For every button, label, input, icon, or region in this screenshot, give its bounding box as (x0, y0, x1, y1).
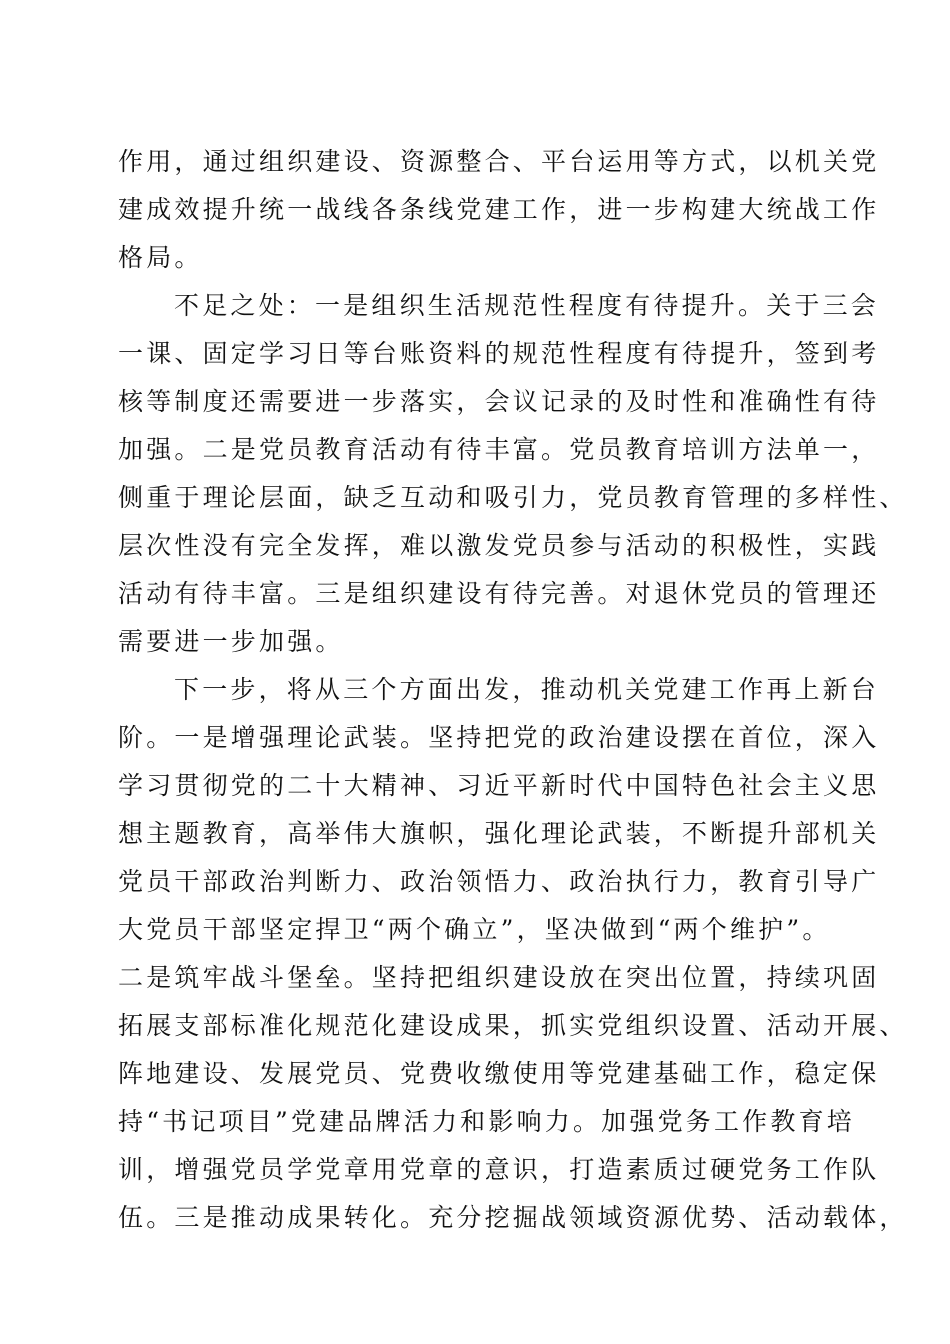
text-line: 大党员干部坚定捍卫“两个确立”，坚决做到“两个维护”。 (118, 915, 831, 944)
text-line: 学习贯彻党的二十大精神、习近平新时代中国特色社会主义思 (118, 771, 880, 800)
text-line: 格局。 (118, 243, 203, 272)
text-line: 建成效提升统一战线各条线党建工作，进一步构建大统战工作 (118, 195, 880, 224)
text-line: 层次性没有完全发挥，难以激发党员参与活动的积极性，实践 (118, 531, 880, 560)
text-line: 加强。二是党员教育活动有待丰富。党员教育培训方法单一， (118, 435, 880, 464)
text-line: 核等制度还需要进一步落实，会议记录的及时性和准确性有待 (118, 387, 880, 416)
document-body (118, 138, 908, 1242)
text-line: 二是筑牢战斗堡垒。坚持把组织建设放在突出位置，持续巩固 (118, 963, 880, 992)
paragraph-start-line: 不足之处：一是组织生活规范性程度有待提升。关于三会 (174, 291, 880, 320)
text-line: 训，增强党员学党章用党章的意识，打造素质过硬党务工作队 (118, 1155, 880, 1184)
text-line: 活动有待丰富。三是组织建设有待完善。对退休党员的管理还 (118, 579, 880, 608)
text-line: 党员干部政治判断力、政治领悟力、政治执行力，教育引导广 (118, 867, 880, 896)
text-line: 一课、固定学习日等台账资料的规范性程度有待提升，签到考 (118, 339, 880, 368)
text-line: 持“书记项目”党建品牌活力和影响力。加强党务工作教育培 (118, 1107, 855, 1136)
text-line: 伍。三是推动成果转化。充分挖掘战领域资源优势、活动载体， (118, 1203, 908, 1232)
text-line: 阶。一是增强理论武装。坚持把党的政治建设摆在首位，深入 (118, 723, 880, 752)
text-line: 拓展支部标准化规范化建设成果，抓实党组织设置、活动开展、 (118, 1011, 908, 1040)
text-line: 作用，通过组织建设、资源整合、平台运用等方式，以机关党 (118, 147, 880, 176)
paragraph-start-line: 下一步，将从三个方面出发，推动机关党建工作再上新台 (174, 675, 880, 704)
text-line: 阵地建设、发展党员、党费收缴使用等党建基础工作，稳定保 (118, 1059, 880, 1088)
text-line: 想主题教育，高举伟大旗帜，强化理论武装，不断提升部机关 (118, 819, 880, 848)
text-line: 需要进一步加强。 (118, 627, 344, 656)
text-line: 侧重于理论层面，缺乏互动和吸引力，党员教育管理的多样性、 (118, 483, 908, 512)
